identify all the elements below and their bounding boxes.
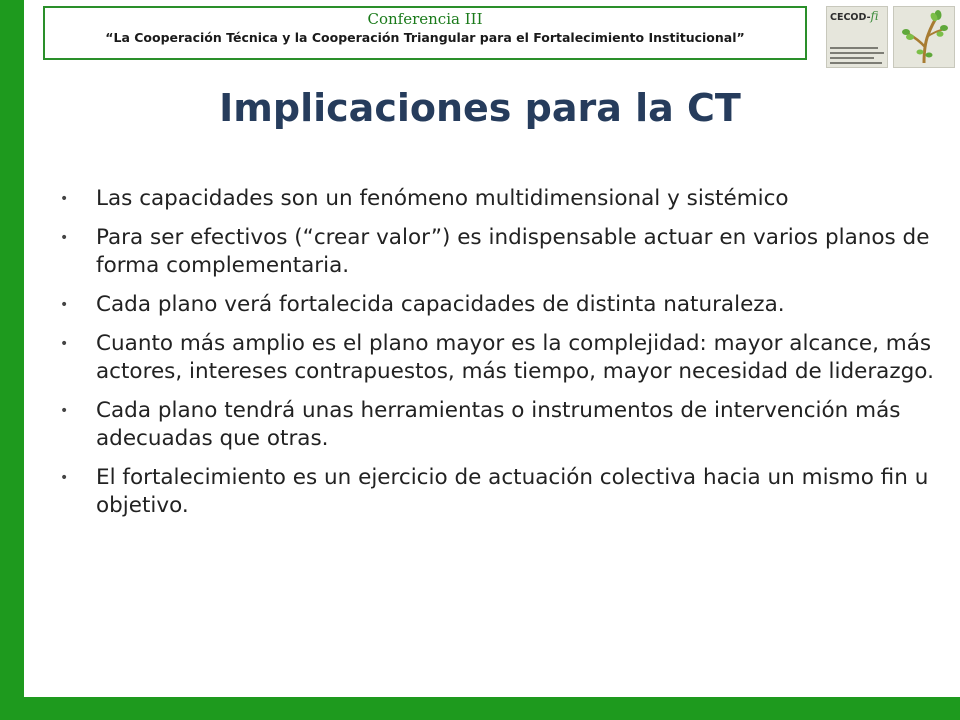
cecod-logo-caption (830, 47, 886, 67)
bullet-icon: • (60, 191, 69, 207)
conference-title: Conferencia III (367, 10, 483, 28)
bullet-item (60, 330, 940, 386)
bullet-text: Cuanto más amplio es el plano mayor es la complejidad: mayor alcance, más actores, intereses contrapuestos, más tiempo, mayor necesidad de liderazgo. (96, 331, 934, 384)
plant-icon (894, 7, 954, 67)
bullet-item (60, 291, 940, 319)
bullet-icon: • (60, 470, 69, 486)
slide-title: Implicaciones para la CT (219, 86, 741, 130)
bullet-icon: • (60, 230, 69, 246)
bottom-frame-bar (0, 697, 960, 720)
conference-banner (43, 6, 807, 60)
bullet-list (60, 185, 940, 531)
bullet-text: Las capacidades son un fenómeno multidimensional y sistémico (96, 186, 789, 211)
conference-subtitle: “La Cooperación Técnica y la Cooperación Triangular para el Fortalecimiento Institucional” (105, 30, 745, 45)
plant-logo-icon (893, 6, 955, 68)
bullet-text: Cada plano verá fortalecida capacidades de distinta naturaleza. (96, 292, 785, 317)
bullet-text: El fortalecimiento es un ejercicio de actuación colectiva hacia un mismo fin u objetivo. (96, 465, 929, 518)
bullet-item (60, 185, 940, 213)
bullet-item (60, 397, 940, 453)
bullet-icon: • (60, 297, 69, 313)
bullet-text: Para ser efectivos (“crear valor”) es indispensable actuar en varios planos de forma complementaria. (96, 225, 930, 278)
bullet-item (60, 224, 940, 280)
bullet-item (60, 464, 940, 520)
cecod-wordmark: CECOD-fi (830, 9, 879, 23)
bullet-icon: • (60, 403, 69, 419)
bullet-text: Cada plano tendrá unas herramientas o instrumentos de intervención más adecuadas que otras. (96, 398, 901, 451)
bullet-icon: • (60, 336, 69, 352)
cecod-logo (826, 6, 888, 68)
